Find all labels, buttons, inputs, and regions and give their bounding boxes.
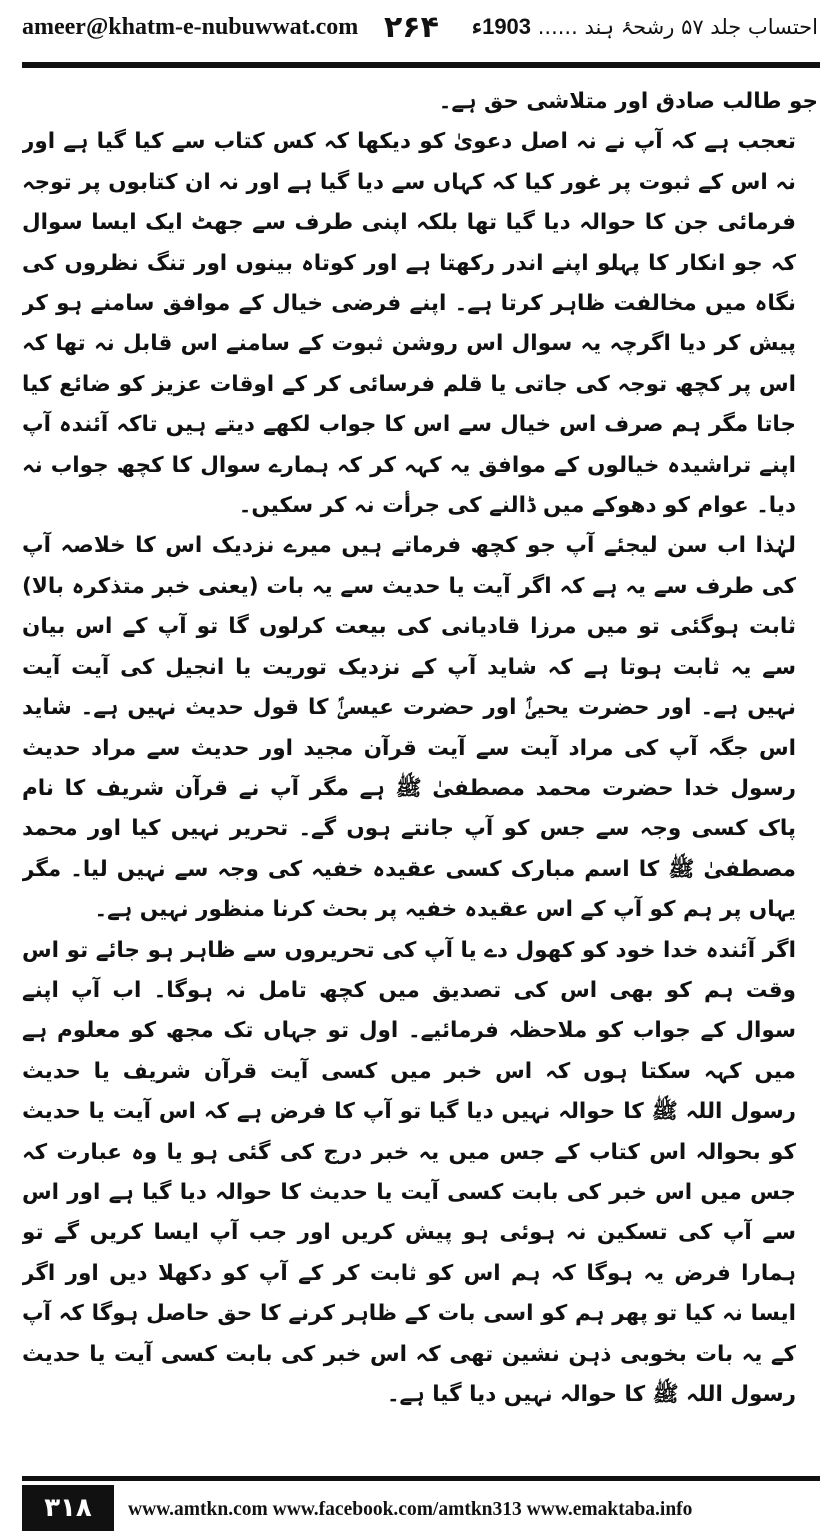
paragraph: تعجب ہے کہ آپ نے نہ اصل دعویٰ کو دیکھا کہ کس کتاب سے کیا گیا ہے اور نہ اس کے ثبوت پر غور کیا کہ کہاں سے دیا گیا ہے اور نہ ان کتابوں پر توجہ فرمائی جن کا حوالہ دیا گیا تھا بلکہ اپنی طرف سے جھٹ ایک ایسا سوال کہ جو انکار کا پہلو اپنے اندر رکھتا ہے اور کوتاہ بینوں اور تنگ نظروں کی نگاہ میں مخالفت ظاہر کرتا ہے۔ اپنے فرضی خیال کے موافق سامنے ہو کر پیش کر دیا اگرچہ یہ سوال اس روشن ثبوت کے سامنے اس قابل نہ تھا کہ اس پر کچھ توجہ کی جاتی یا قلم فرسائی کر کے اوقات عزیز کو ضائع کیا جاتا مگر ہم صرف اس خیال سے اس کا جواب لکھے دیتے ہیں تاکہ آئندہ آپ اپنے تراشیدہ خیالوں کے موافق یہ کہہ کر کہ ہمارے سوال کا کچھ جواب نہ دیا۔ عوام کو دھوکے میں ڈالنے کی جرأت نہ کر سکیں۔ xyxy=(22,129,796,519)
header-page-number: ۲۶۴ xyxy=(384,10,439,45)
paragraph: اگر آئندہ خدا خود کو کھول دے یا آپ کی تحریروں سے ظاہر ہو جائے تو اس وقت ہم کو بھی اس کی تصدیق میں کچھ تامل نہ ہوگا۔ اب آپ اپنے سوال کے جواب کو ملاحظہ فرمائیے۔ اول تو جہاں تک مجھ کو معلوم ہے میں کہہ سکتا ہوں کہ اس خبر میں کسی آیت قرآن شریف یا حدیث رسول اللہ ﷺ کا حوالہ نہیں دیا گیا تو آپ کا فرض ہے کہ اس آیت یا حدیث کو بحوالہ اس کتاب کے جس میں یہ خبر درج کی گئی ہو یا وہ عبارت کہ جس میں اس خبر کی بابت کسی آیت یا حدیث کا حوالہ دیا گیا ہے اور اس سے آپ کی تسکین نہ ہوئی ہو پیش کریں اور جب آپ ایسا کریں گے تو ہمارا فرض یہ ہوگا کہ ہم اس کو ثابت کر کے آپ کو دکھلا دیں اور اگر ایسا نہ کیا تو پھر ہم کو اسی بات کے ظاہر کرنے کا حق حاصل ہوگا کہ آپ کے یہ بات بخوبی ذہن نشین تھی کہ اس خبر کی بابت کسی آیت یا حدیث رسول اللہ ﷺ کا حوالہ نہیں دیا گیا ہے۔ xyxy=(22,937,796,1407)
header-email: ameer@khatm-e-nubuwwat.com xyxy=(22,14,359,40)
page-footer xyxy=(0,1484,840,1540)
paragraph: جو طالب صادق اور متلاشی حق ہے۔ xyxy=(438,89,818,114)
footer-page-number: ۳۱۸ xyxy=(22,1485,114,1531)
header-divider xyxy=(22,62,820,68)
paragraph: لہٰذا اب سن لیجئے آپ جو کچھ فرماتے ہیں میرے نزدیک اس کا خلاصہ آپ کی طرف سے یہ ہے کہ اگر آیت یا حدیث سے یہ بات (یعنی خبر متذکرہ بالا) ثابت ہوگئی تو میں مرزا قادیانی کی بیعت کرلوں گا تو آپ کے اس بیان سے یہ ثابت ہوتا ہے کہ شاید آپ کے نزدیک توریت یا انجیل کی آیت آیت نہیں ہے۔ اور حضرت یحییٰؑ اور حضرت عیسیٰؑ کا قول حدیث نہیں ہے۔ شاید اس جگہ آپ کی مراد آیت سے آیت قرآن مجید اور حدیث سے مراد حدیث رسول خدا حضرت محمد مصطفیٰ ﷺ ہے مگر آپ نے قرآن شریف کا نام پاک کسی وجہ سے جس کو آپ جانتے ہوں گے۔ تحریر نہیں کیا اور محمد مصطفیٰ ﷺ کا اسم مبارک کسی عقیدہ خفیہ کی وجہ سے نہیں لیا۔ مگر یہاں پر ہم کو آپ کے اس عقیدہ خفیہ پر بحث کرنا منظور نہیں ہے۔ xyxy=(22,533,796,923)
header-book-title: احتساب جلد ۵۷ رشحۂ ہند ...... xyxy=(537,15,818,39)
page-header xyxy=(0,0,840,64)
footer-divider xyxy=(22,1476,820,1481)
header-book-info xyxy=(472,14,818,40)
header-year: 1903ء xyxy=(471,14,532,39)
footer-links: www.amtkn.com www.facebook.com/amtkn313 www.emaktaba.info xyxy=(128,1499,693,1520)
article-body xyxy=(22,82,818,1462)
